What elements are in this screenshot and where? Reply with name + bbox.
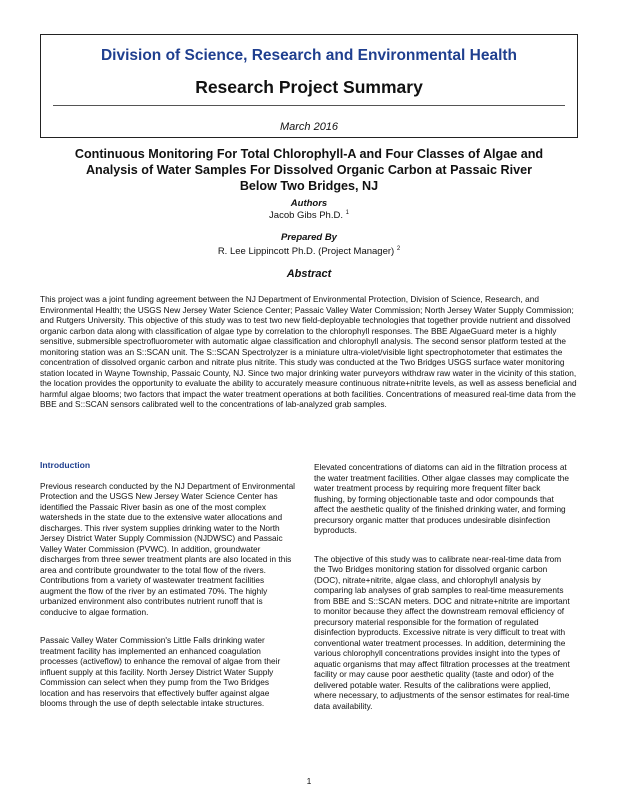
body-paragraph: The objective of this study was to calibrate near-real-time data from the Two Bridges monitoring station for dissolved organic carbon (DOC), nitrate+nitrite, algae class, and chlorophyll analysis by comparing lab analyses of grab samples to real-time measurements from BBE and S::SCAN meters. DOC and nitrate+nitrite are important to monitor because they affect the downstream removal efficiency of precursory material responsible for the formation of regulated disinfection byproducts. Excessive nitrate is very difficult to treat with conventional water treatment processes. In addition, determining the various chlorophyll concentrations provides insight into the types of aquatic organisms that may affect filtration processes at the treatment facility or may cause poor aesthetic quality (taste and odor) of the delivered potable water. Results of the calibrations were applied, where necessary, to adjustments of the sensor estimates for real-time data availability.	[314, 553, 570, 711]
intro-paragraph: Passaic Valley Water Commission's Little Falls drinking water treatment facility has implemented an enhanced coagulation processes (activeflow) to enhance the removal of algae from their influent supply at this facility. North Jersey District Water Supply Commission can select when they pump from the Two Bridges location and has reservoirs that effectively buffer against algae blooms through the use of depth selectable intake structures.	[40, 635, 281, 708]
header-box	[40, 34, 578, 138]
abstract-heading: Abstract	[286, 268, 332, 280]
author-name: Jacob Gibs Ph.D.	[269, 210, 343, 222]
title-line: Continuous Monitoring For Total Chlorophyll-A and Four Classes of Algae and	[74, 147, 544, 161]
authors-label: Authors	[290, 198, 328, 209]
paper-title	[40, 146, 578, 194]
abstract-text: This project was a joint funding agreement between the NJ Department of Environmental Protection, Division of Science, Research, and Environmental Health; the USGS New Jersey Water Science Center; Passaic Valley Water Commission; North Jersey Water Supply Commission; and Rutgers University. This objective of this study was to test two new field-deployable technologies that together provide nutrient and dissolved organic carbon data along with classification of algae type by correlation to the chlorophyll responses. The BBE AlgaeGuard meter is a highly sensitive, submersible spectrofluorometer with automatic algae classification and chlorophyll analysis. The second sensor platform tested at the monitoring station was an S::SCAN unit. The S::SCAN Spectrolyzer is a miniature ultra-violet/visible light spectrophotometer that estimates the concentration of dissolved organic carbon and nitrate plus nitrite. This study was conducted at the Two Bridges USGS surface water monitoring station located in Wayne Township, Passaic County, NJ. Since two major drinking water purveyors withdraw raw water in the vicinity of this station, the location provides the opportunity to evaluate the ability to accurately measure continuous nitrate+nitrite levels, as well as assess beneficial and harmful algae blooms; two factors that impact the water treatment operations at both facilities. Concentrations of measured real-time data from the BBE and S::SCAN sensors calibrated well to the concentrations of lab-analyzed grab samples.	[40, 294, 577, 409]
manager-name: R. Lee Lippincott Ph.D.	[217, 246, 316, 258]
title-line: Analysis of Water Samples For Dissolved Organic Carbon at Passaic River	[85, 163, 533, 177]
organization-name: Division of Science, Research and Environmental Health	[100, 47, 518, 64]
header-divider	[53, 105, 565, 106]
publication-date: March 2016	[279, 121, 339, 133]
left-column	[40, 460, 296, 727]
manager-footnote: 2	[396, 246, 401, 252]
prepared-by-line	[40, 246, 578, 257]
prepared-by-label: Prepared By	[281, 232, 337, 243]
manager-role: (Project Manager)	[318, 246, 395, 258]
page-number: 1	[306, 776, 312, 786]
author-footnote: 1	[345, 210, 349, 216]
right-column	[314, 462, 570, 729]
intro-paragraph: Previous research conducted by the NJ Department of Environmental Protection and the USGS New Jersey Water Science Center has identified the Passaic River basin as one of the most complex watersheds in the state due to the extensive water allocations and discharges. This river system supplies drinking water to the North Jersey District Water Supply Commission (NJDWSC) and Passaic Valley Water Commission (PVWC). In addition, groundwater discharges from three sewer treatment plants are also located in this area and contribute groundwater to the total flow of the rivers. Contributions from a variety of wastewater treatment facilities augment the flow of the river by an estimated 70%. The highly urbanized environment also contributes nutrient runoff that is conducive to algae formation.	[40, 480, 296, 617]
title-line: Below Two Bridges, NJ	[239, 179, 379, 193]
author-line	[40, 210, 578, 221]
document-type: Research Project Summary	[195, 77, 423, 97]
body-paragraph: Elevated concentrations of diatoms can aid in the filtration process at the water treatment facilities. Other algae classes may complicate the water treatment process by requiring more frequent filter back flushing, by forming objectionable taste and odor compounds that affect the aesthetic quality of the finished drinking water, and forming precursory organic matter that produces undesirable disinfection byproducts.	[314, 462, 570, 535]
introduction-heading: Introduction	[40, 460, 91, 470]
